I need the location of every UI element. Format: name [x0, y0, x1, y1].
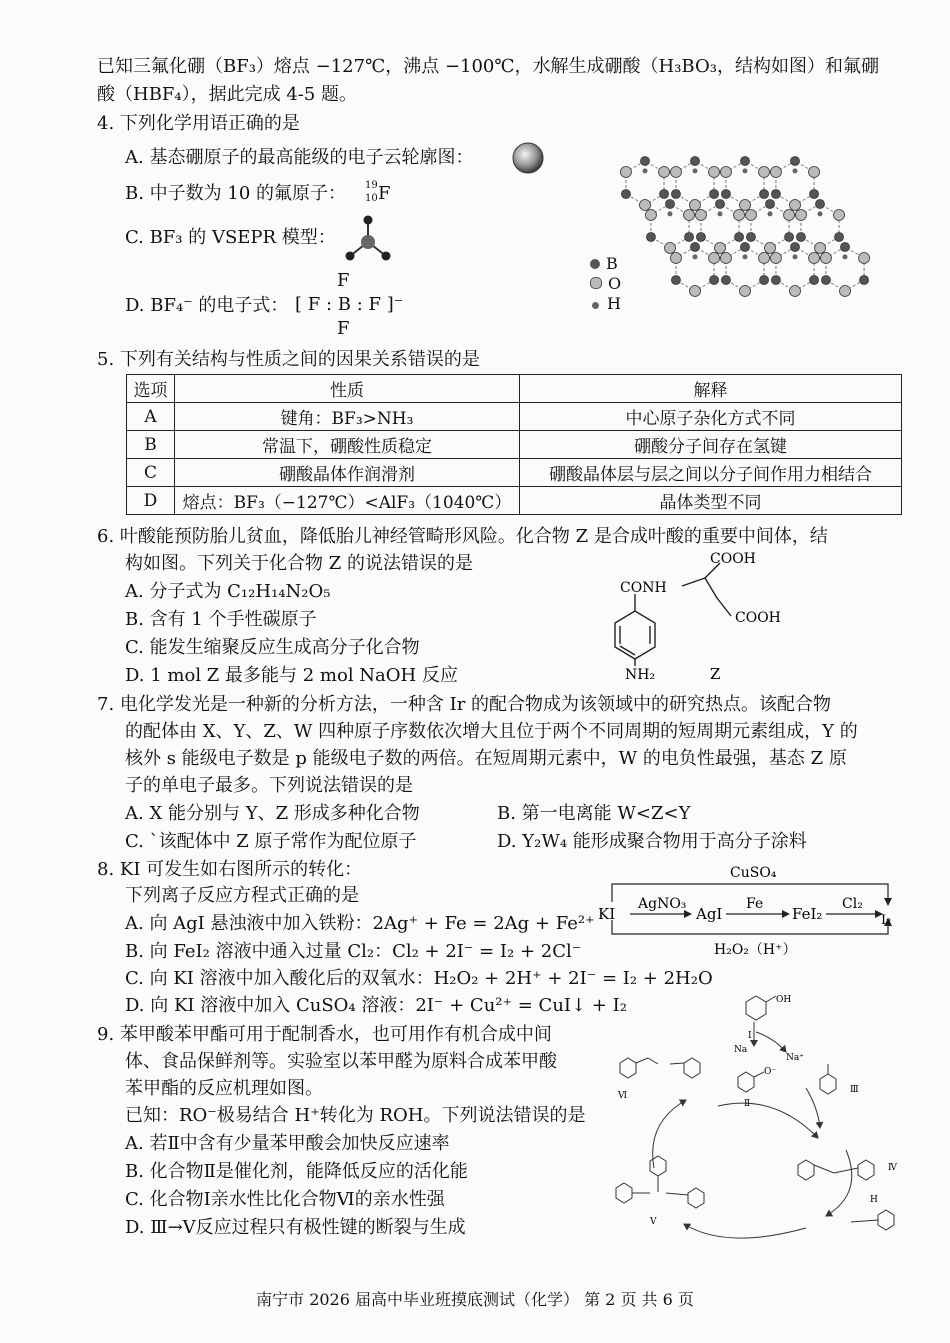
oxygen-atom — [759, 167, 770, 178]
conh-label: CONH — [620, 580, 667, 596]
compound-iv-label: Ⅳ — [888, 1163, 897, 1173]
q4-option-d: D. BF₄⁻ 的电子式： — [125, 295, 289, 316]
boron-dot-icon — [590, 259, 600, 269]
oxygen-atom — [759, 253, 770, 264]
oxygen-atom — [690, 200, 701, 211]
ki-conversion-diagram — [596, 862, 898, 960]
oxygen-atom — [645, 210, 656, 221]
intro-line-1: 已知三氟化硼（BF₃）熔点 −127℃，沸点 −100℃，水解生成硼酸（H₃BO₃，结构如图）和氟硼 — [97, 56, 879, 77]
q8-stem-line-1: 8. KI 可发生如右图所示的转化： — [97, 859, 363, 880]
oxygen-atom — [684, 210, 695, 221]
q4-option-b: B. 中子数为 10 的氟原子： — [125, 183, 347, 204]
boron-atom — [691, 157, 700, 166]
table-header: 性质 — [175, 375, 520, 403]
fei2-label: FeI₂ — [792, 905, 823, 923]
electron-formula-top-f: F — [337, 270, 350, 291]
h2o2-label: H₂O₂（H⁺） — [714, 942, 797, 958]
table-cell: C — [127, 459, 175, 487]
hydrogen-atom — [793, 254, 798, 259]
oxygen-atom — [740, 200, 751, 211]
legend-boron — [590, 254, 621, 274]
boron-atom — [685, 233, 694, 242]
q8-stem-line-2: 下列离子反应方程式正确的是 — [125, 885, 359, 906]
oxygen-atom — [620, 167, 631, 178]
hydrogen-atom — [743, 254, 748, 259]
boron-atom — [766, 200, 775, 209]
hydrogen-atom — [693, 254, 698, 259]
q4-option-c: C. BF₃ 的 VSEPR 模型： — [125, 227, 336, 248]
oxygen-atom — [720, 253, 731, 264]
table-row — [127, 459, 902, 487]
q6-option-b: B. 含有 1 个手性碳原子 — [125, 609, 317, 630]
oxygen-atom — [859, 253, 870, 264]
oxygen-dot-icon — [590, 277, 602, 289]
table-cell: 中心原子杂化方式不同 — [520, 403, 902, 431]
agi-label: AgI — [696, 905, 723, 923]
oxygen-atom — [790, 200, 801, 211]
fluorine-nuclide — [365, 180, 395, 210]
hydrogen-bond-ring — [626, 161, 664, 205]
oxygen-atom — [790, 286, 801, 297]
q7-option-a: A. X 能分别与 Y、Z 形成多种化合物 — [125, 803, 420, 824]
hydrogen-atom — [843, 254, 848, 259]
hydrogen-bond-ring — [776, 161, 814, 205]
compound-v-label: Ⅴ — [650, 1217, 657, 1227]
boron-atom — [771, 190, 780, 199]
boron-atom — [821, 276, 830, 285]
compound-z-label: Z — [710, 665, 721, 683]
table-header: 选项 — [127, 375, 175, 403]
q6-option-c: C. 能发生缩聚反应生成高分子化合物 — [125, 637, 420, 658]
boron-atom — [760, 190, 769, 199]
q7-stem-line-3: 核外 s 能级电子数是 p 能级电子数的两倍。在短周期元素中，W 的电负性最强，基态 Z 原 — [125, 748, 847, 769]
hydrogen-dot-icon — [592, 302, 599, 309]
legend-hydrogen — [590, 294, 621, 314]
boron-atom — [760, 276, 769, 285]
boron-atom — [721, 276, 730, 285]
electron-formula-main: [ F : B : F ]⁻ — [295, 294, 404, 315]
boron-atom — [771, 276, 780, 285]
compound-ii-label: Ⅱ — [744, 1099, 751, 1109]
boron-atom — [841, 243, 850, 252]
element-symbol: F — [378, 183, 391, 204]
q6-option-d: D. 1 mol Z 最多能与 2 mol NaOH 反应 — [125, 665, 458, 686]
boron-atom — [660, 190, 669, 199]
i2-label: I₂ — [881, 913, 892, 928]
hydrogen-atom — [643, 168, 648, 173]
q9-stem-line-1: 9. 苯甲酸苯甲酯可用于配制香水，也可用作有机合成中间 — [97, 1024, 552, 1045]
boron-atom — [741, 157, 750, 166]
q9-option-b: B. 化合物Ⅱ是催化剂，能降低反应的活化能 — [125, 1161, 468, 1182]
q6-stem-line-2: 构如图。下列关于化合物 Z 的说法错误的是 — [125, 553, 473, 574]
table-cell: 硼酸分子间存在氢键 — [520, 431, 902, 459]
q5-stem: 5. 下列有关结构与性质之间的因果关系错误的是 — [97, 349, 480, 370]
boron-atom — [735, 233, 744, 242]
q8-option-c: C. 向 KI 溶液中加入酸化后的双氧水：H₂O₂ + 2H⁺ + 2I⁻ = I₂ + 2H₂O — [125, 968, 713, 989]
compound-z-structure-figure — [590, 548, 810, 683]
hydroxyl-label: OH — [776, 995, 792, 1005]
oxygen-atom — [770, 253, 781, 264]
oxygen-atom — [709, 253, 720, 264]
q4-stem: 4. 下列化学用语正确的是 — [97, 113, 300, 134]
legend-hydrogen-label: H — [607, 294, 621, 313]
table-header-row — [127, 375, 902, 403]
boron-atom — [621, 190, 630, 199]
alkoxide-label: O⁻ — [764, 1067, 777, 1077]
legend-oxygen-label: O — [608, 274, 622, 293]
boron-atom — [791, 243, 800, 252]
hydrogen-atom — [793, 168, 798, 173]
hydrogen-bond-ring — [726, 161, 764, 205]
table-row — [127, 487, 902, 515]
q7-option-b: B. 第一电离能 W<Z<Y — [497, 803, 691, 824]
q9-option-d: D. Ⅲ→Ⅴ反应过程只有极性键的断裂与生成 — [125, 1217, 466, 1238]
hydrogen-atom — [693, 168, 698, 173]
q7-option-d: D. Y₂W₄ 能形成聚合物用于高分子涂料 — [497, 831, 807, 852]
table-cell: B — [127, 431, 175, 459]
ki-label: KI — [598, 905, 616, 923]
compound-vi-label: Ⅵ — [618, 1091, 628, 1101]
boron-atom — [710, 276, 719, 285]
q7-option-c: C. ˋ该配体中 Z 原子常作为配位原子 — [125, 831, 417, 852]
table-cell: 硼酸晶体作润滑剂 — [175, 459, 520, 487]
nh2-label: NH₂ — [625, 667, 656, 683]
oxygen-atom — [670, 167, 681, 178]
hydrogen-bond-ring — [726, 247, 764, 291]
hydrogen-label: H — [870, 1195, 878, 1205]
oxygen-atom — [670, 253, 681, 264]
hydrogen-bond-ring — [751, 204, 789, 248]
cooh-label-bottom: COOH — [735, 610, 781, 626]
atomic-number: 10 — [365, 193, 378, 204]
s-orbital-sphere-icon — [510, 140, 546, 176]
oxygen-atom — [840, 286, 851, 297]
oxygen-atom — [815, 243, 826, 254]
boron-atom — [721, 190, 730, 199]
boron-atom — [810, 190, 819, 199]
legend-oxygen — [590, 274, 621, 294]
boron-atom — [796, 233, 805, 242]
boron-atom — [691, 243, 700, 252]
q9-stem-line-3: 苯甲酯的反应机理如图。 — [125, 1078, 323, 1099]
q7-stem-line-4: 子的单电子最多。下列说法错误的是 — [125, 775, 413, 796]
hydrogen-bond-ring — [676, 247, 714, 291]
bf4-electron-formula — [295, 270, 404, 342]
table-cell: A — [127, 403, 175, 431]
oxygen-atom — [665, 243, 676, 254]
q9-option-c: C. 化合物Ⅰ亲水性比化合物Ⅵ的亲水性强 — [125, 1189, 445, 1210]
oxygen-atom — [745, 210, 756, 221]
oxygen-atom — [734, 210, 745, 221]
page-footer: 南宁市 2026 届高中毕业班摸底测试（化学） 第 2 页 共 6 页 — [256, 1290, 694, 1309]
boric-acid-legend — [590, 254, 621, 314]
hydrogen-atom — [718, 211, 723, 216]
agno3-label: AgNO₃ — [638, 896, 687, 912]
mass-number: 19 — [365, 180, 378, 191]
boron-atom — [835, 233, 844, 242]
hydrogen-bond-ring — [776, 247, 814, 291]
oxygen-atom — [834, 210, 845, 221]
oxygen-atom — [709, 167, 720, 178]
q7-stem-line-1: 7. 电化学发光是一种新的分析方法，一种含 Ir 的配合物成为该领域中的研究热点。该配合物 — [97, 694, 832, 715]
hydrogen-bond-ring — [701, 204, 739, 248]
q9-stem-line-2: 体、食品保鲜剂等。实验室以苯甲醛为原料合成苯甲酸 — [125, 1051, 557, 1072]
q6-option-a: A. 分子式为 C₁₂H₁₄N₂O₅ — [125, 581, 331, 602]
table-cell: 常温下，硼酸性质稳定 — [175, 431, 520, 459]
oxygen-atom — [770, 167, 781, 178]
q6-stem-line-1: 6. 叶酸能预防胎儿贫血，降低胎儿神经管畸形风险。化合物 Z 是合成叶酸的重要中间体，结 — [97, 526, 828, 547]
oxygen-atom — [690, 286, 701, 297]
boron-atom — [746, 233, 755, 242]
oxygen-atom — [695, 210, 706, 221]
oxygen-atom — [765, 243, 776, 254]
boron-atom — [710, 190, 719, 199]
q8-option-d: D. 向 KI 溶液中加入 CuSO₄ 溶液：2I⁻ + Cu²⁺ = CuI↓ + I₂ — [125, 995, 627, 1016]
cooh-label-top: COOH — [710, 551, 756, 567]
boron-atom — [671, 190, 680, 199]
compound-i-label: Ⅰ — [748, 1031, 752, 1041]
fe-label: Fe — [746, 896, 764, 912]
table-cell: 熔点：BF₃（−127℃）<AlF₃（1040℃） — [175, 487, 520, 515]
table-header: 解释 — [520, 375, 902, 403]
intro-line-2: 酸（HBF₄），据此完成 4-5 题。 — [97, 84, 358, 105]
oxygen-atom — [820, 253, 831, 264]
q5-table — [126, 374, 902, 515]
boron-atom — [716, 200, 725, 209]
oxygen-atom — [784, 210, 795, 221]
oxygen-atom — [640, 200, 651, 211]
benzyl-benzoate-mechanism-figure — [606, 988, 906, 1263]
table-cell: 键角：BF₃>NH₃ — [175, 403, 520, 431]
hydrogen-bond-ring — [651, 204, 689, 248]
table-cell: 晶体类型不同 — [520, 487, 902, 515]
table-cell: 硼酸晶体层与层之间以分子间作用力相结合 — [520, 459, 902, 487]
hydrogen-atom — [743, 168, 748, 173]
boron-atom — [696, 233, 705, 242]
cl2-label: Cl₂ — [842, 896, 863, 912]
boron-atom — [785, 233, 794, 242]
q9-option-a: A. 若Ⅱ中含有少量苯甲酸会加快反应速率 — [125, 1133, 450, 1154]
boron-atom — [791, 157, 800, 166]
oxygen-atom — [715, 243, 726, 254]
oxygen-atom — [809, 167, 820, 178]
compound-iii-label: Ⅲ — [850, 1085, 859, 1095]
table-row — [127, 431, 902, 459]
oxygen-atom — [795, 210, 806, 221]
boron-atom — [641, 157, 650, 166]
hydrogen-bond-ring — [826, 247, 864, 291]
legend-boron-label: B — [606, 254, 618, 273]
bf3-vsepr-model-icon — [340, 212, 395, 267]
q7-stem-line-2: 的配体由 X、Y、Z、W 四种原子序数依次增大且位于两个不同周期的短周期元素组成，Y 的 — [125, 721, 858, 742]
oxygen-atom — [809, 253, 820, 264]
boron-atom — [860, 276, 869, 285]
boron-atom — [810, 276, 819, 285]
boron-atom — [816, 200, 825, 209]
hydrogen-atom — [818, 211, 823, 216]
oxygen-atom — [740, 286, 751, 297]
boron-atom — [646, 233, 655, 242]
hydrogen-bond-ring — [676, 161, 714, 205]
boric-acid-structure-figure — [585, 148, 900, 328]
sodium-label: Na — [734, 1045, 748, 1055]
cuso4-label: CuSO₄ — [730, 865, 777, 881]
q8-option-a: A. 向 AgI 悬浊液中加入铁粉：2Ag⁺ + Fe = 2Ag + Fe²⁺ — [125, 913, 595, 934]
hydrogen-atom — [668, 211, 673, 216]
table-row — [127, 403, 902, 431]
oxygen-atom — [659, 167, 670, 178]
q9-stem-line-4: 已知：RO⁻极易结合 H⁺转化为 ROH。下列说法错误的是 — [125, 1105, 586, 1126]
electron-formula-bottom-f: F — [337, 318, 350, 339]
oxygen-atom — [720, 167, 731, 178]
boron-atom — [741, 243, 750, 252]
boron-atom — [671, 276, 680, 285]
sodium-ion-label: Na⁺ — [786, 1053, 804, 1063]
q4-option-a: A. 基态硼原子的最高能级的电子云轮廓图： — [125, 147, 474, 168]
q8-option-b: B. 向 FeI₂ 溶液中通入过量 Cl₂：Cl₂ + 2I⁻ = I₂ + 2Cl⁻ — [125, 941, 582, 962]
hydrogen-atom — [768, 211, 773, 216]
table-cell: D — [127, 487, 175, 515]
hydrogen-bond-ring — [801, 204, 839, 248]
boron-atom — [666, 200, 675, 209]
